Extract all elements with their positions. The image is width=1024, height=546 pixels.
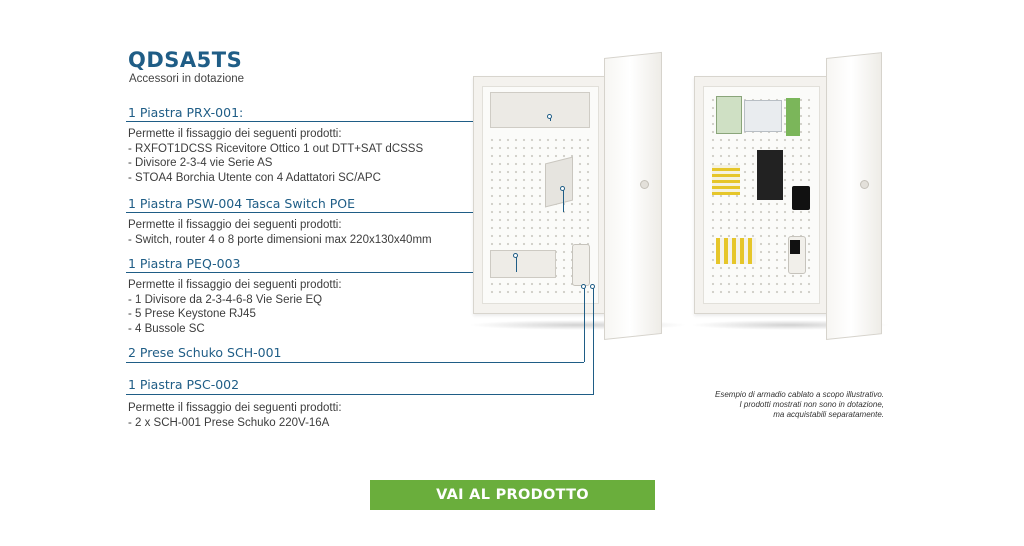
plate-prx-001 — [490, 92, 590, 128]
section-line: - 1 Divisore da 2-3-4-6-8 Vie Serie EQ — [128, 293, 323, 306]
keystone-plate — [716, 238, 756, 264]
connector-dot — [513, 253, 518, 258]
note-line: I prodotti mostrati non sono in dotazione, — [739, 400, 884, 409]
splitter-device — [786, 98, 800, 136]
product-title: QDSA5TS — [128, 48, 243, 72]
section-body-prx-001 — [128, 127, 423, 185]
section-line: - 2 x SCH-001 Prese Schuko 220V-16A — [128, 416, 330, 429]
connector-dot — [547, 114, 552, 119]
section-line: Permette il fissaggio dei seguenti prodotti: — [128, 402, 342, 414]
illustration-note — [670, 390, 884, 420]
connector-sch-001 — [584, 288, 585, 362]
plate-psc-002 — [572, 244, 590, 286]
cables-yellow — [712, 165, 740, 195]
section-divider — [126, 272, 516, 273]
section-divider — [126, 362, 584, 363]
section-title-psw-004: 1 Piastra PSW-004 Tasca Switch POE — [128, 196, 355, 211]
product-subtitle: Accessori in dotazione — [129, 73, 245, 85]
section-line: Permette il fissaggio dei seguenti prodotti: — [128, 219, 342, 231]
section-body-psw-004 — [128, 218, 432, 247]
router-device — [744, 100, 782, 132]
connector-peq-003 — [516, 257, 517, 272]
connector-dot — [560, 186, 565, 191]
connector-psc-002 — [593, 288, 594, 394]
section-line: - RXFOT1DCSS Ricevitore Ottico 1 out DTT+SAT dCSSS — [128, 142, 424, 155]
section-divider — [126, 394, 594, 395]
note-line: Esempio di armadio cablato a scopo illustrativo. — [715, 390, 884, 399]
section-line: - STOA4 Borchia Utente con 4 Adattatori SC/APC — [128, 171, 381, 184]
section-body-peq-003 — [128, 278, 342, 336]
plate-peq-003 — [490, 250, 556, 278]
section-line: - Switch, router 4 o 8 porte dimensioni max 220x130x40mm — [128, 233, 432, 246]
section-line: Permette il fissaggio dei seguenti prodotti: — [128, 128, 342, 140]
connector-psw-004 — [563, 190, 564, 212]
section-line: - 5 Prese Keystone RJ45 — [128, 308, 256, 320]
section-title-sch-001: 2 Prese Schuko SCH-001 — [128, 345, 282, 360]
section-title-psc-002: 1 Piastra PSC-002 — [128, 377, 240, 392]
connector-dot — [590, 284, 595, 289]
cabinet-door — [604, 52, 662, 340]
section-line: - Divisore 2-3-4 vie Serie AS — [128, 157, 273, 169]
power-plug — [790, 240, 800, 254]
optical-receiver — [716, 96, 742, 134]
switch-device — [757, 150, 783, 200]
door-knob — [860, 180, 869, 189]
door-knob — [640, 180, 649, 189]
power-adapter — [792, 186, 810, 210]
section-title-peq-003: 1 Piastra PEQ-003 — [128, 256, 241, 271]
section-body-psc-002 — [128, 401, 342, 430]
section-line: - 4 Bussole SC — [128, 322, 205, 335]
section-title-prx-001: 1 Piastra PRX-001: — [128, 105, 244, 120]
section-line: Permette il fissaggio dei seguenti prodotti: — [128, 279, 342, 291]
note-line: ma acquistabili separatamente. — [773, 410, 884, 419]
plate-psw-004 — [545, 157, 573, 208]
cabinet-door — [826, 52, 882, 340]
connector-dot — [581, 284, 586, 289]
go-to-product-button[interactable]: VAI AL PRODOTTO — [370, 480, 655, 510]
